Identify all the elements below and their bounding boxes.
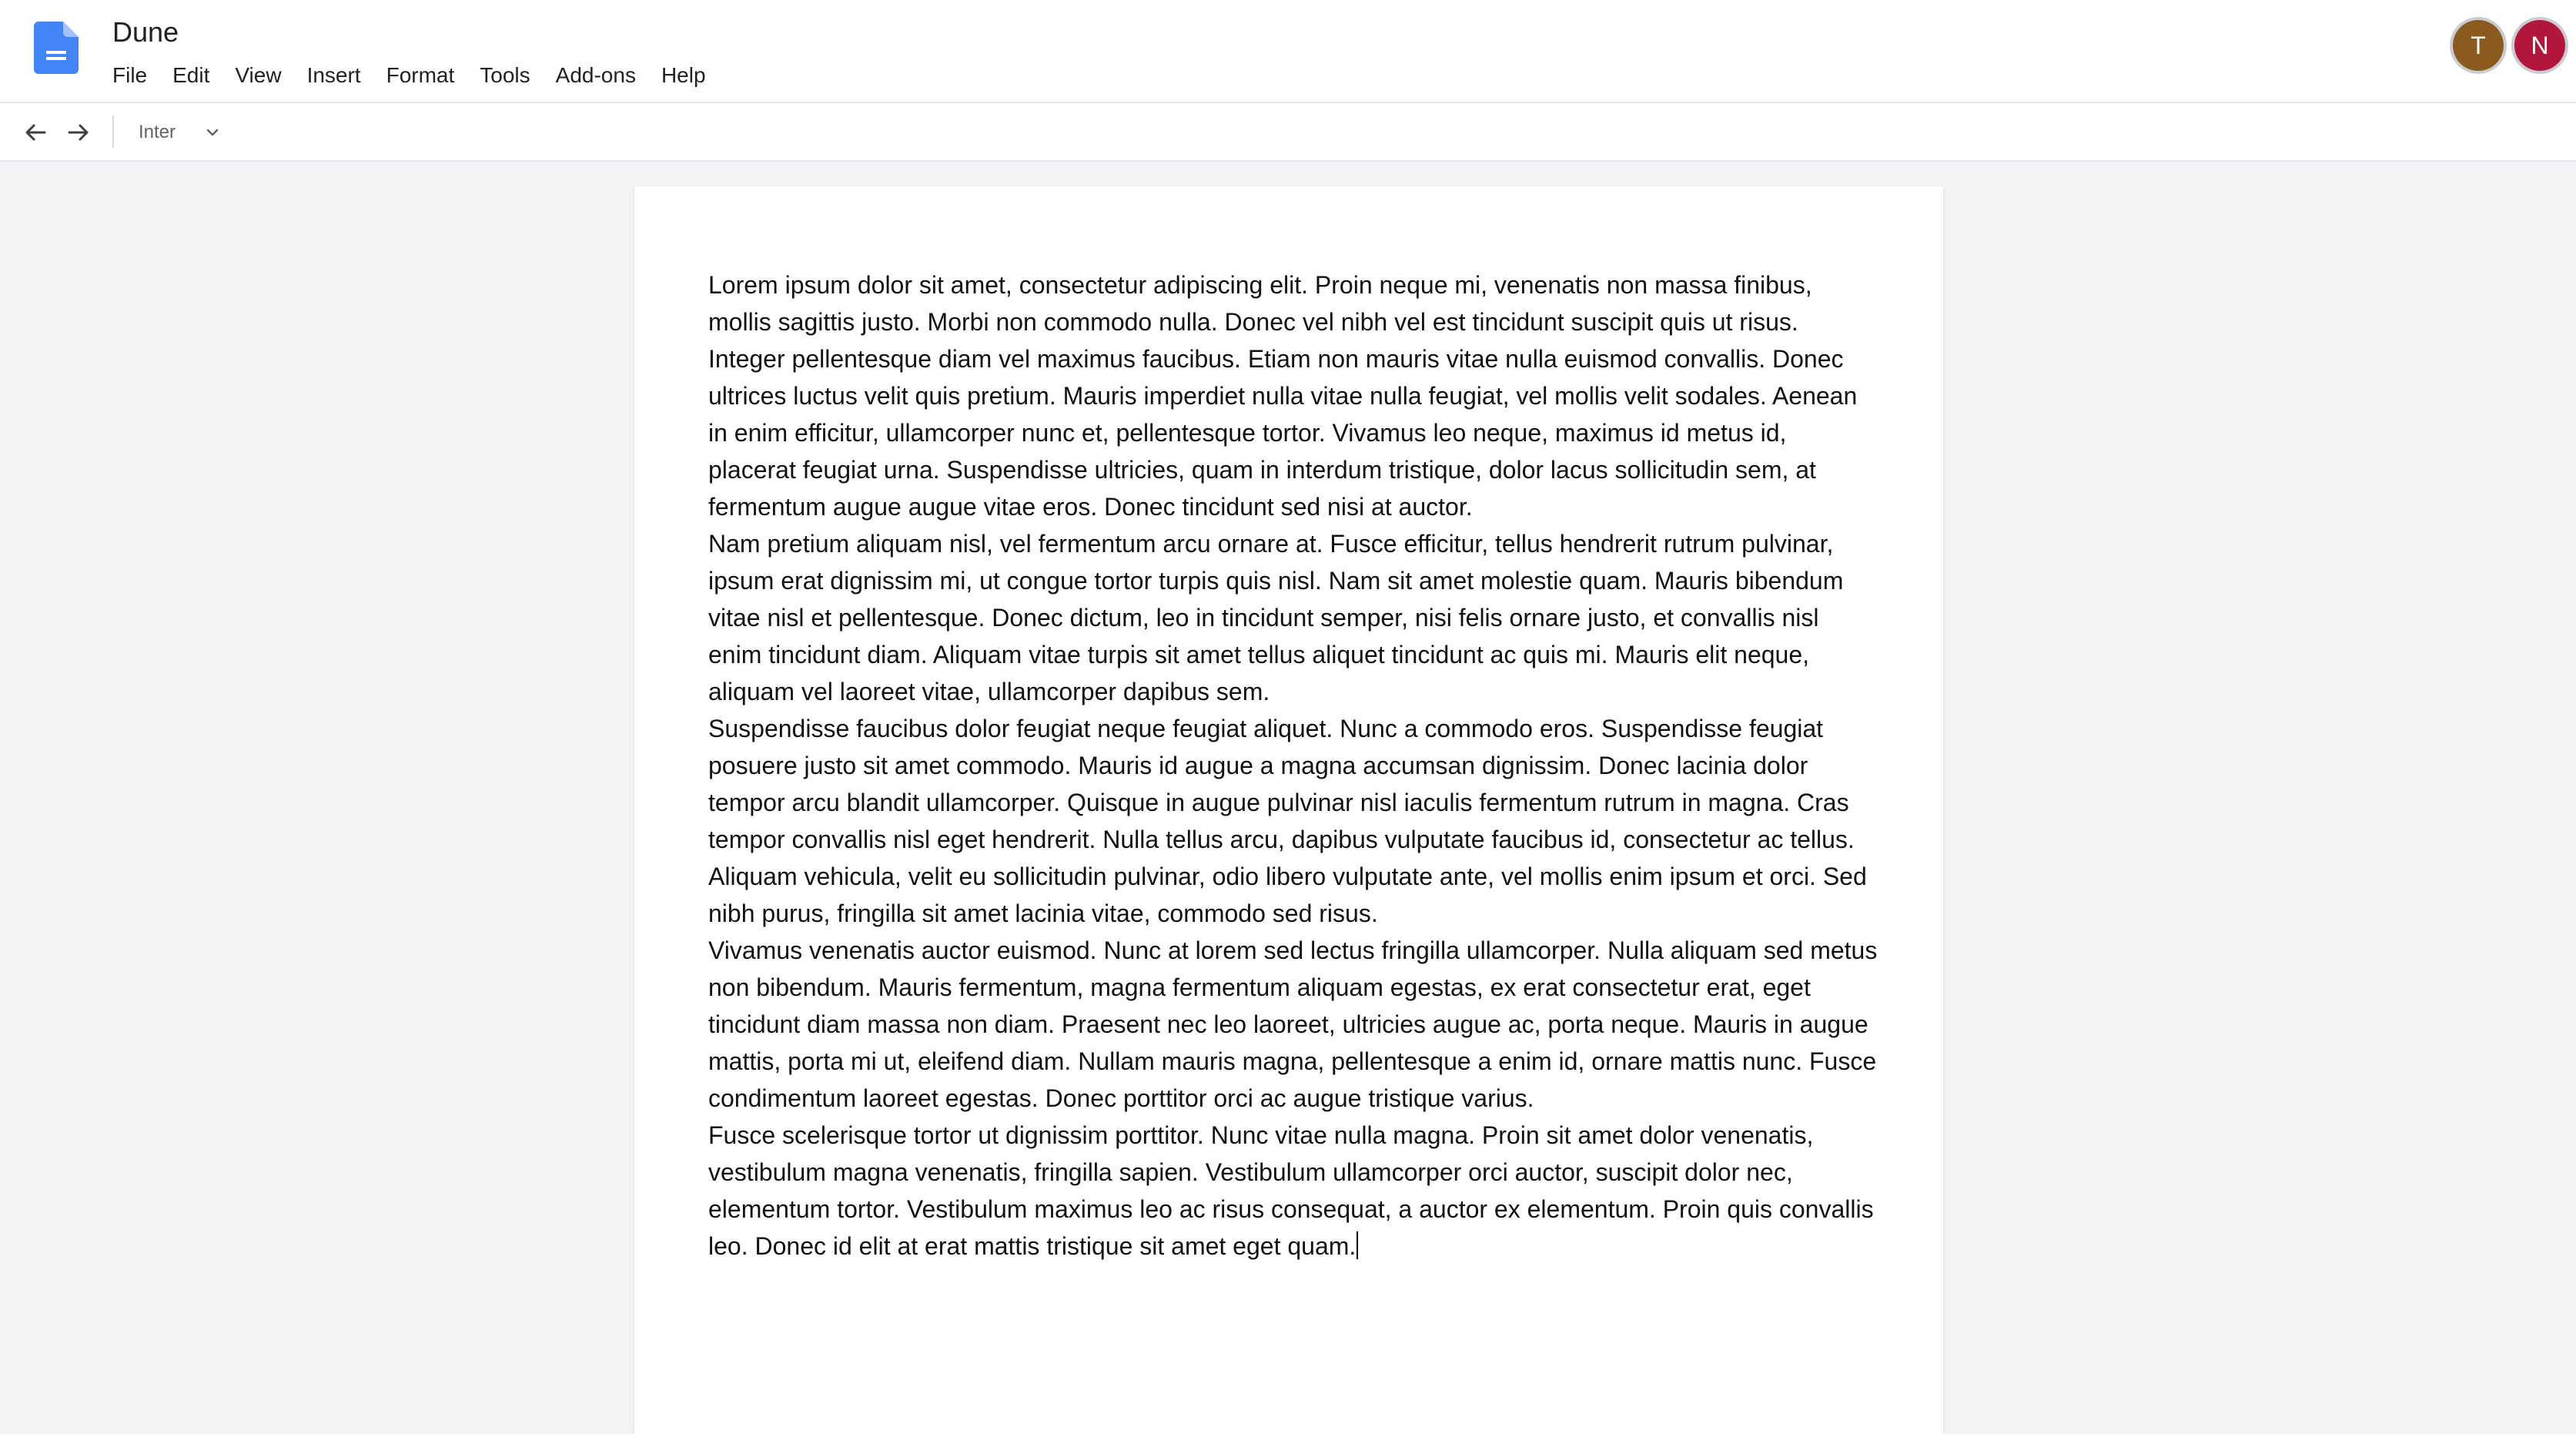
- docs-logo-icon[interactable]: [34, 22, 79, 74]
- paragraph[interactable]: Nam pretium aliquam nisl, vel fermentum arcu ornare at. Fusce efficitur, tellus hendrerit rutrum pulvinar, ipsum erat dignissim mi, ut congue tortor turpis quis nisl. Nam sit amet molestie quam. Mauris bibendum vitae nisl et pellentesque. Donec dictum, leo in tincidunt semper, nisi felis ornare justo, et convallis nisl enim tincidunt diam. Aliquam vitae turpis sit amet tellus aliquet tincidunt ac quis mi. Mauris elit neque, aliquam vel laoreet vitae, ullamcorper dapibus sem.: [708, 530, 1844, 705]
- paragraph[interactable]: Suspendisse faucibus dolor feugiat neque feugiat aliquet. Nunc a commodo eros. Suspendisse feugiat posuere justo sit amet commodo. Mauris id augue a magna accumsan dignissim. Donec lacinia dolor tempor arcu blandit ullamcorper. Quisque in augue pulvinar nisl iaculis fermentum rutrum in magna. Cras tempor convallis nisl eget hendrerit. Nulla tellus arcu, dapibus vulputate faucibus id, consectetur ac tellus. Aliquam vehicula, velit eu sollicitudin pulvinar, odio libero vulputate ante, vel mollis enim ipsum et orci. Sed nibh purus, fringilla sit amet lacinia vitae, commodo sed risus.: [708, 715, 1867, 927]
- font-family-select[interactable]: [128, 116, 236, 149]
- toolbar: [0, 103, 2576, 162]
- menu-tools[interactable]: Tools: [480, 63, 530, 87]
- paragraph[interactable]: Vivamus venenatis auctor euismod. Nunc at lorem sed lectus fringilla ullamcorper. Nulla aliquam sed metus non bibendum. Mauris fermentum, magna fermentum aliquam egestas, ex erat consectetur erat, eget tincidunt diam massa non diam. Praesent nec leo laoreet, ultricies augue ac, porta neque. Mauris in augue mattis, porta mi ut, eleifend diam. Nullam mauris magna, pellentesque a enim id, ornare mattis nunc. Fusce condimentum laoreet egestas. Donec porttitor orci ac augue tristique varius.: [708, 936, 1878, 1112]
- menu-view[interactable]: View: [235, 63, 282, 87]
- paragraph-last[interactable]: [708, 1117, 1878, 1265]
- menu-insert[interactable]: Insert: [306, 63, 361, 87]
- toolbar-divider: [112, 116, 114, 148]
- collaborator-avatar-n[interactable]: N: [2514, 20, 2565, 71]
- menu-file[interactable]: File: [112, 63, 148, 87]
- undo-arrow-left-icon[interactable]: [20, 117, 51, 148]
- menu-format[interactable]: Format: [386, 63, 455, 87]
- text-cursor: [1357, 1231, 1358, 1259]
- document-page[interactable]: [634, 186, 1943, 1434]
- menu-edit[interactable]: Edit: [172, 63, 210, 87]
- collaborator-avatar-t[interactable]: T: [2453, 20, 2504, 71]
- paragraph-text: Fusce scelerisque tortor ut dignissim porttitor. Nunc vitae nulla magna. Proin sit amet dolor venenatis, vestibulum magna venenatis, fringilla sapien. Vestibulum ullamcorper orci auctor, suscipit dolor nec, elementum tortor. Vestibulum maximus leo ac risus consequat, a auctor ex elementum. Proin quis convallis leo. Donec id elit at erat mattis tristique sit amet eget quam.: [708, 1121, 1874, 1260]
- menu-add-ons[interactable]: Add-ons: [555, 63, 636, 87]
- document-body[interactable]: [708, 266, 1878, 1265]
- paragraph[interactable]: Lorem ipsum dolor sit amet, consectetur adipiscing elit. Proin neque mi, venenatis non massa finibus, mollis sagittis justo. Morbi non commodo nulla. Donec vel nibh vel est tincidunt suscipit quis ut risus. Integer pellentesque diam vel maximus faucibus. Etiam non mauris vitae nulla euismod convallis. Donec ultrices luctus velit quis pretium. Mauris imperdiet nulla vitae nulla feugiat, vel mollis velit sodales. Aenean in enim efficitur, ullamcorper nunc et, pellentesque tortor. Vivamus leo neque, maximus id metus id, placerat feugiat urna. Suspendisse ultricies, quam in interdum tristique, dolor lacus sollicitudin sem, at fermentum augue augue vitae eros. Donec tincidunt sed nisi at auctor.: [708, 271, 1858, 521]
- menu-bar: [112, 62, 731, 89]
- redo-arrow-right-icon[interactable]: [63, 117, 94, 148]
- title-bar: [0, 0, 2576, 103]
- document-title[interactable]: Dune: [112, 16, 179, 48]
- chevron-down-icon: [202, 122, 223, 143]
- font-family-value: Inter: [139, 122, 176, 142]
- menu-help[interactable]: Help: [661, 63, 706, 87]
- document-canvas[interactable]: [0, 162, 2576, 1406]
